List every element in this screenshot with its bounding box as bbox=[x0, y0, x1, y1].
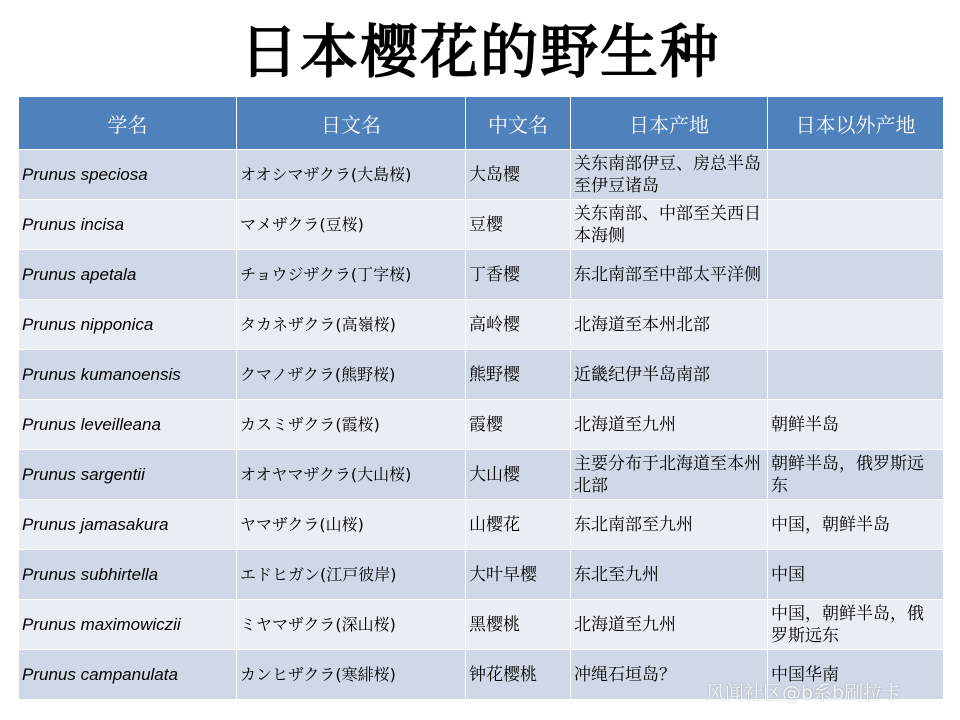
header-japanese-name: 日文名 bbox=[237, 97, 466, 150]
chinese-name-cell: 大岛樱 bbox=[466, 150, 571, 200]
chinese-name-cell: 大山樱 bbox=[466, 450, 571, 500]
scientific-name-cell: Prunus jamasakura bbox=[19, 500, 237, 550]
header-overseas-range: 日本以外产地 bbox=[768, 97, 944, 150]
chinese-name-cell: 钟花樱桃 bbox=[466, 650, 571, 700]
watermark: 风闻社区@b系b刷拉卡 bbox=[706, 682, 902, 704]
scientific-name-cell: Prunus subhirtella bbox=[19, 550, 237, 600]
japan-range-cell: 主要分布于北海道至本州北部 bbox=[571, 450, 768, 500]
header-scientific-name: 学名 bbox=[19, 97, 237, 150]
overseas-range-cell bbox=[768, 200, 944, 250]
japanese-name-cell: カンヒザクラ(寒緋桜) bbox=[237, 650, 466, 700]
japan-range-cell: 北海道至九州 bbox=[571, 600, 768, 650]
table-row bbox=[19, 150, 944, 200]
chinese-name-cell: 霞樱 bbox=[466, 400, 571, 450]
overseas-range-cell bbox=[768, 350, 944, 400]
chinese-name-cell: 熊野樱 bbox=[466, 350, 571, 400]
japan-range-cell: 东北至九州 bbox=[571, 550, 768, 600]
japan-range-cell: 关东南部、中部至关西日本海侧 bbox=[571, 200, 768, 250]
japanese-name-cell: タカネザクラ(高嶺桜) bbox=[237, 300, 466, 350]
scientific-name-cell: Prunus sargentii bbox=[19, 450, 237, 500]
chinese-name-cell: 豆樱 bbox=[466, 200, 571, 250]
overseas-range-cell: 中国 bbox=[768, 550, 944, 600]
japan-range-cell: 关东南部伊豆、房总半岛至伊豆诸岛 bbox=[571, 150, 768, 200]
overseas-range-cell bbox=[768, 150, 944, 200]
overseas-range-cell bbox=[768, 300, 944, 350]
species-table bbox=[18, 96, 944, 700]
scientific-name-cell: Prunus campanulata bbox=[19, 650, 237, 700]
header-japan-range: 日本产地 bbox=[571, 97, 768, 150]
chinese-name-cell: 黑樱桃 bbox=[466, 600, 571, 650]
overseas-range-cell: 朝鲜半岛 bbox=[768, 400, 944, 450]
table-row bbox=[19, 350, 944, 400]
japan-range-cell: 东北南部至中部太平洋侧 bbox=[571, 250, 768, 300]
chinese-name-cell: 大叶早樱 bbox=[466, 550, 571, 600]
table-row bbox=[19, 500, 944, 550]
overseas-range-cell: 朝鲜半岛，俄罗斯远东 bbox=[768, 450, 944, 500]
table-row bbox=[19, 250, 944, 300]
table-row bbox=[19, 600, 944, 650]
table-header-row bbox=[19, 97, 944, 150]
table-row bbox=[19, 550, 944, 600]
chinese-name-cell: 高岭樱 bbox=[466, 300, 571, 350]
chinese-name-cell: 丁香樱 bbox=[466, 250, 571, 300]
table-row bbox=[19, 300, 944, 350]
overseas-range-cell: 中国，朝鲜半岛 bbox=[768, 500, 944, 550]
japanese-name-cell: クマノザクラ(熊野桜) bbox=[237, 350, 466, 400]
japanese-name-cell: チョウジザクラ(丁字桜) bbox=[237, 250, 466, 300]
japanese-name-cell: オオヤマザクラ(大山桜) bbox=[237, 450, 466, 500]
japan-range-cell: 北海道至九州 bbox=[571, 400, 768, 450]
scientific-name-cell: Prunus leveilleana bbox=[19, 400, 237, 450]
table-row bbox=[19, 400, 944, 450]
japanese-name-cell: マメザクラ(豆桜) bbox=[237, 200, 466, 250]
scientific-name-cell: Prunus nipponica bbox=[19, 300, 237, 350]
japanese-name-cell: ヤマザクラ(山桜) bbox=[237, 500, 466, 550]
japanese-name-cell: ミヤマザクラ(深山桜) bbox=[237, 600, 466, 650]
scientific-name-cell: Prunus speciosa bbox=[19, 150, 237, 200]
overseas-range-cell: 中国华南 bbox=[768, 650, 944, 700]
scientific-name-cell: Prunus kumanoensis bbox=[19, 350, 237, 400]
page-title: 日本樱花的野生种 bbox=[239, 18, 720, 86]
table-row bbox=[19, 200, 944, 250]
japan-range-cell: 近畿纪伊半岛南部 bbox=[571, 350, 768, 400]
overseas-range-cell bbox=[768, 250, 944, 300]
japanese-name-cell: カスミザクラ(霞桜) bbox=[237, 400, 466, 450]
japan-range-cell: 冲绳石垣岛？ bbox=[571, 650, 768, 700]
japan-range-cell: 北海道至本州北部 bbox=[571, 300, 768, 350]
japan-range-cell: 东北南部至九州 bbox=[571, 500, 768, 550]
japanese-name-cell: オオシマザクラ(大島桜) bbox=[237, 150, 466, 200]
header-chinese-name: 中文名 bbox=[466, 97, 571, 150]
scientific-name-cell: Prunus maximowiczii bbox=[19, 600, 237, 650]
japanese-name-cell: エドヒガン(江戸彼岸) bbox=[237, 550, 466, 600]
scientific-name-cell: Prunus incisa bbox=[19, 200, 237, 250]
overseas-range-cell: 中国，朝鲜半岛，俄罗斯远东 bbox=[768, 600, 944, 650]
table-row bbox=[19, 450, 944, 500]
chinese-name-cell: 山樱花 bbox=[466, 500, 571, 550]
scientific-name-cell: Prunus apetala bbox=[19, 250, 237, 300]
table-body bbox=[19, 150, 944, 700]
